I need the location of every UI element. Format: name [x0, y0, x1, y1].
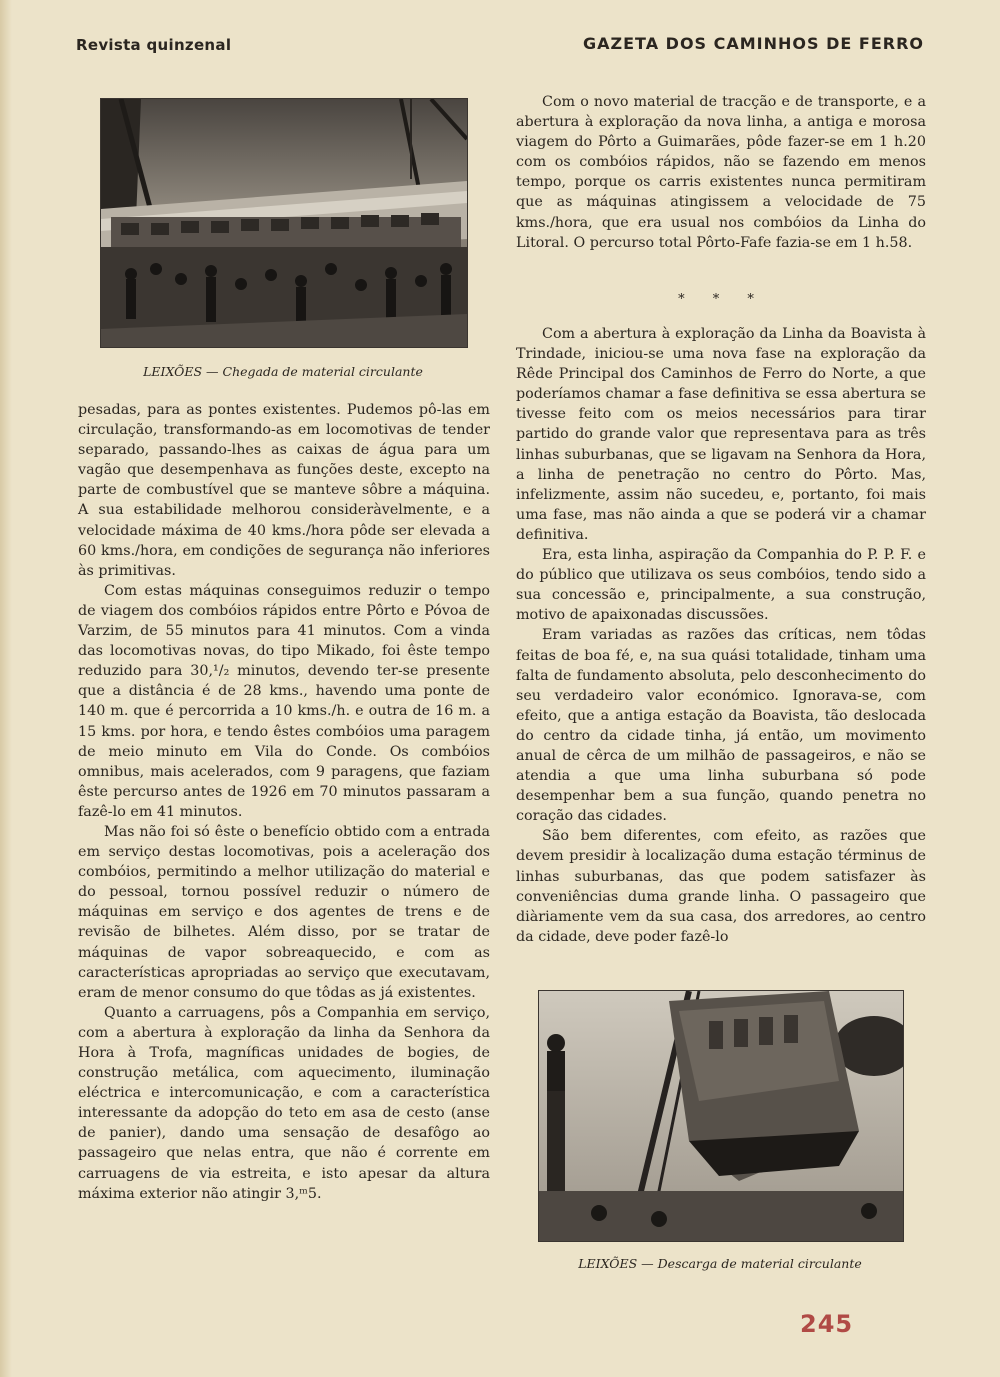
paragraph: Com estas máquinas conseguimos reduzir o tempo de viagem dos combóios rápidos entre Pôrto e Póvoa de Varzim, de 55 minutos para 41 minutos. Com a vinda das locomotivas novas, do tipo Mikado, foi êste tempo reduzido para 30,¹/₂ minutos, devendo ter-se presente que a distância é de 28 kms., havendo uma ponte de 140 m. que é percorrida a 10 kms./h. e outra de 16 m. a 15 kms. por hora, e tendo êstes combóios uma paragem de meio minuto em Vila do Conde. Os combóios omnibus, mais acelerados, com 9 paragens, que faziam êste percurso antes de 1926 em 70 minutos passaram a fazê-lo em 41 minutos. — [78, 582, 490, 820]
left-column-text — [78, 400, 490, 1204]
right-column-text-bottom — [516, 324, 926, 947]
photo-leixoes-arrival-image — [101, 99, 467, 347]
paragraph: Quanto a carruagens, pôs a Companhia em serviço, com a abertura à exploração da linha da Senhora da Hora à Trofa, magníficas unidades de bogies, de construção metálica, com aquecimento, iluminação eléctrica e intercomunicação, e com a característica interessante da adopção do teto em asa de cesto (anse de panier), dando uma sensação de desafôgo ao passageiro que nelas entra, que não é corrente em carruagens de via estreita, e isto apesar da altura máxima exterior não atingir 3,ᵐ5. — [78, 1004, 490, 1202]
paragraph: Mas não foi só êste o benefício obtido com a entrada em serviço destas locomotivas, pois a aceleração dos combóios, permitindo a melhor utilização do material e do pessoal, tornou possível reduzir o número de máquinas em serviço e dos agentes de trens e de revisão de bilhetes. Além disso, por se tratar de máquinas de vapor sobreaquecido, e com as características apropriadas ao serviço que executavam, eram de menor consumo do que tôdas as já existentes. — [78, 823, 490, 1001]
paragraph: Era, esta linha, aspiração da Companhia do P. P. F. e do público que utilizava os seus combóios, tendo sido a sua concessão e, principalmente, a sua construção, motivo de apaixonadas discussões. — [516, 547, 926, 624]
paragraph: Com a abertura à exploração da Linha da Boavista à Trindade, iniciou-se uma nova fase na exploração da Rêde Principal dos Caminhos de Ferro do Norte, a que poderíamos chamar a fase definitiva se essa abertura se tivesse feito com os meios necessários para tirar partido do grande valor que representava para as três linhas suburbanas, que se ligavam na Senhora da Hora, a linha de penetração no centro do Pôrto. Mas, infelizmente, assim não sucedeu, e, portanto, foi mais uma fase, mas não ainda a que se poderá vir a chamar definitiva. — [516, 326, 926, 543]
page-edge — [0, 0, 12, 1377]
running-header-right: GAZETA DOS CAMINHOS DE FERRO — [582, 34, 924, 53]
right-column-text-top — [516, 92, 926, 253]
figure-caption-arrival: LEIXÕES — Chegada de material circulante — [143, 364, 423, 379]
section-separator: * * * — [678, 292, 766, 307]
page-number: 245 — [800, 1310, 854, 1338]
photo-leixoes-arrival — [100, 98, 468, 348]
figure-caption-unloading: LEIXÕES — Descarga de material circulante — [578, 1256, 862, 1271]
paragraph: Eram variadas as razões das críticas, nem tôdas feitas de boa fé, e, na sua quási totalidade, tinham uma falta de fundamento absoluta, pelo desconhecimento do seu verdadeiro valor económico. Ignorava-se, com efeito, que a antiga estação da Boavista, tão deslocada do centro da cidade tinha, já então, um movimento anual de cêrca de um milhão de passageiros, e não se atendia a que uma linha suburbana só pode desempenhar bem a sua função, quando penetra no coração das cidades. — [516, 627, 926, 825]
paragraph: pesadas, para as pontes existentes. Pudemos pô-las em circulação, transformando-as em locomotivas de tender separado, passando-lhes as caixas de água para um vagão que desempenhava as funções deste, excepto na parte de combustível que se manteve sôbre a máquina. A sua estabilidade melhorou consideràvelmente, e a velocidade máxima de 40 kms./hora pôde ser elevada a 60 kms./hora, em condições de segurança não inferiores às primitivas. — [78, 402, 490, 579]
paragraph: Com o novo material de tracção e de transporte, e a abertura à exploração da nova linha, a antiga e morosa viagem do Pôrto a Guimarães, pôde fazer-se em 1 h.20 com os combóios rápidos, não se fazendo em menos tempo, porque os carris existentes nunca permitiram que as máquinas atingissem a velocidade de 75 kms./hora, que era usual nos combóios da Linha do Litoral. O percurso total Pôrto-Fafe fazia-se em 1 h.58. — [516, 94, 926, 251]
photo-leixoes-unloading-image — [539, 991, 903, 1241]
photo-leixoes-unloading — [538, 990, 904, 1242]
paragraph: São bem diferentes, com efeito, as razões que devem presidir à localização duma estação términus de linhas suburbanas, das que podem satisfazer às conveniências duma grande linha. O passageiro que diàriamente vem da sua casa, dos arredores, ao centro da cidade, deve poder fazê-lo — [516, 828, 926, 945]
running-header-left: Revista quinzenal — [76, 36, 232, 54]
